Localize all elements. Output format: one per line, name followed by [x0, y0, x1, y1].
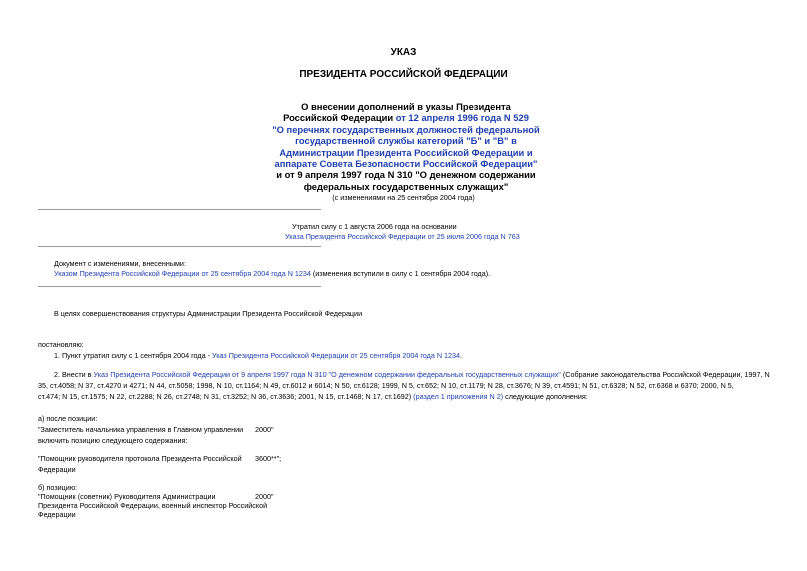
decree-issuer: ПРЕЗИДЕНТА РОССИЙСКОЙ ФЕДЕРАЦИИ — [299, 69, 508, 80]
expired-note: Утратил силу с 1 августа 2006 года на основании — [292, 222, 457, 231]
title-line-8: федеральных государственных служащих" — [303, 180, 509, 192]
sub-a-label: а) после позиции: — [38, 414, 98, 423]
sub-a-row2-line2: Федерации — [38, 465, 76, 474]
point-1-link[interactable]: Указ Президента Российской Федерации от 25 сентября 2004 года N 1234 — [211, 351, 460, 360]
point-2-link-decree-310[interactable]: Указ Президента Российской Федерации от 9 апреля 1997 года N 310 "О денежном содержании федеральных государственных служащих" — [93, 370, 561, 379]
sub-a-row1-value: 2000" — [255, 425, 274, 434]
changes-line: Указом Президента Российской Федерации от 25 сентября 2004 года N 1234 (изменения вступили в силу с 1 сентября 2004 года). — [54, 269, 491, 278]
sub-b-row1-line3: Федерации — [38, 510, 76, 519]
revision-note: (с изменениями на 25 сентября 2004 года) — [332, 193, 475, 202]
point-2-line-1: 2. Внести в Указ Президента Российской Федерации от 9 апреля 1997 года N 310 "О денежном содержании федеральных государственных служащих" (Собрание законодательства Российской Федерации, 1997, N — [54, 370, 770, 379]
title-line-6[interactable]: аппарате Совета Безопасности Российской Федерации" — [274, 158, 538, 170]
changes-label: Документ с изменениями, внесенными: — [54, 259, 186, 268]
sub-a-row1-line2: включить позицию следующего содержания: — [38, 436, 188, 445]
title-line-7: и от 9 апреля 1997 года N 310 "О денежном содержании — [276, 169, 536, 181]
sub-a-row1-line1: "Заместитель начальника управления в Главном управлении — [38, 425, 244, 434]
divider — [38, 209, 321, 210]
point-2-line-3: ст.474; N 15, ст.1575; N 22, ст.2288; N 26, ст.2748; N 31, ст.3252; N 36, ст.3636; 2001, N 15, ст.1468; N 17, ст.1692) (раздел 1 приложения N 2) следующие дополнения: — [38, 392, 588, 401]
expired-link[interactable]: Указа Президента Российской Федерации от 25 июля 2006 года N 763 — [285, 232, 520, 241]
decree-word: постановляю: — [38, 340, 84, 349]
changes-link[interactable]: Указом Президента Российской Федерации от 25 сентября 2004 года N 1234 — [54, 269, 311, 278]
sub-b-row1-line1: "Помощник (советник) Руководителя Администрации — [38, 492, 216, 501]
sub-b-label: б) позицию: — [38, 483, 78, 492]
title-line-1: О внесении дополнений в указы Президента — [301, 101, 511, 112]
divider — [38, 286, 321, 287]
sub-b-row1-line2: Президента Российской Федерации, военный инспектор Российской — [38, 501, 268, 510]
decree-heading: УКАЗ — [390, 47, 417, 58]
title-link-decree-529[interactable]: от 12 апреля 1996 года N 529 — [395, 112, 529, 124]
title-line-5[interactable]: Администрации Президента Российской Федерации и — [279, 146, 533, 158]
sub-a-row2-line1: "Помощник руководителя протокола Президента Российской — [38, 454, 242, 463]
title-line-2: Российской Федерации от 12 апреля 1996 года N 529 — [283, 112, 529, 124]
point-2-link-section[interactable]: (раздел 1 приложения N 2) — [413, 392, 504, 401]
sub-a-row2-value: 3600**"; — [255, 454, 282, 463]
title-line-3[interactable]: "О перечнях государственных должностей федеральной — [272, 123, 540, 135]
divider — [38, 246, 321, 247]
title-line-4[interactable]: государственной службы категорий "Б" и "В" в — [295, 135, 517, 147]
preamble: В целях совершенствования структуры Администрации Президента Российской Федерации — [54, 309, 363, 318]
point-2-line-2: 35, ст.4058; N 37, ст.4270 и 4271; N 44, ст.5058; 1998, N 10, ст.1164; N 49, ст.6012 и 6014; N 50, ст.6128; 1999, N 5, ст.652; N 10, ст.1179; N 28, ст.3676; N 39, ст.4591; N 51, ст.6328; N 52, ст.6368 и 6370; 2000, N 5, — [38, 381, 734, 390]
point-1: 1. Пункт утратил силу с 1 сентября 2004 года - Указ Президента Российской Федерации от 25 сентября 2004 года N 1234. — [54, 351, 462, 360]
document-title — [220, 101, 592, 192]
sub-b-row1-value: 2000" — [255, 492, 274, 501]
